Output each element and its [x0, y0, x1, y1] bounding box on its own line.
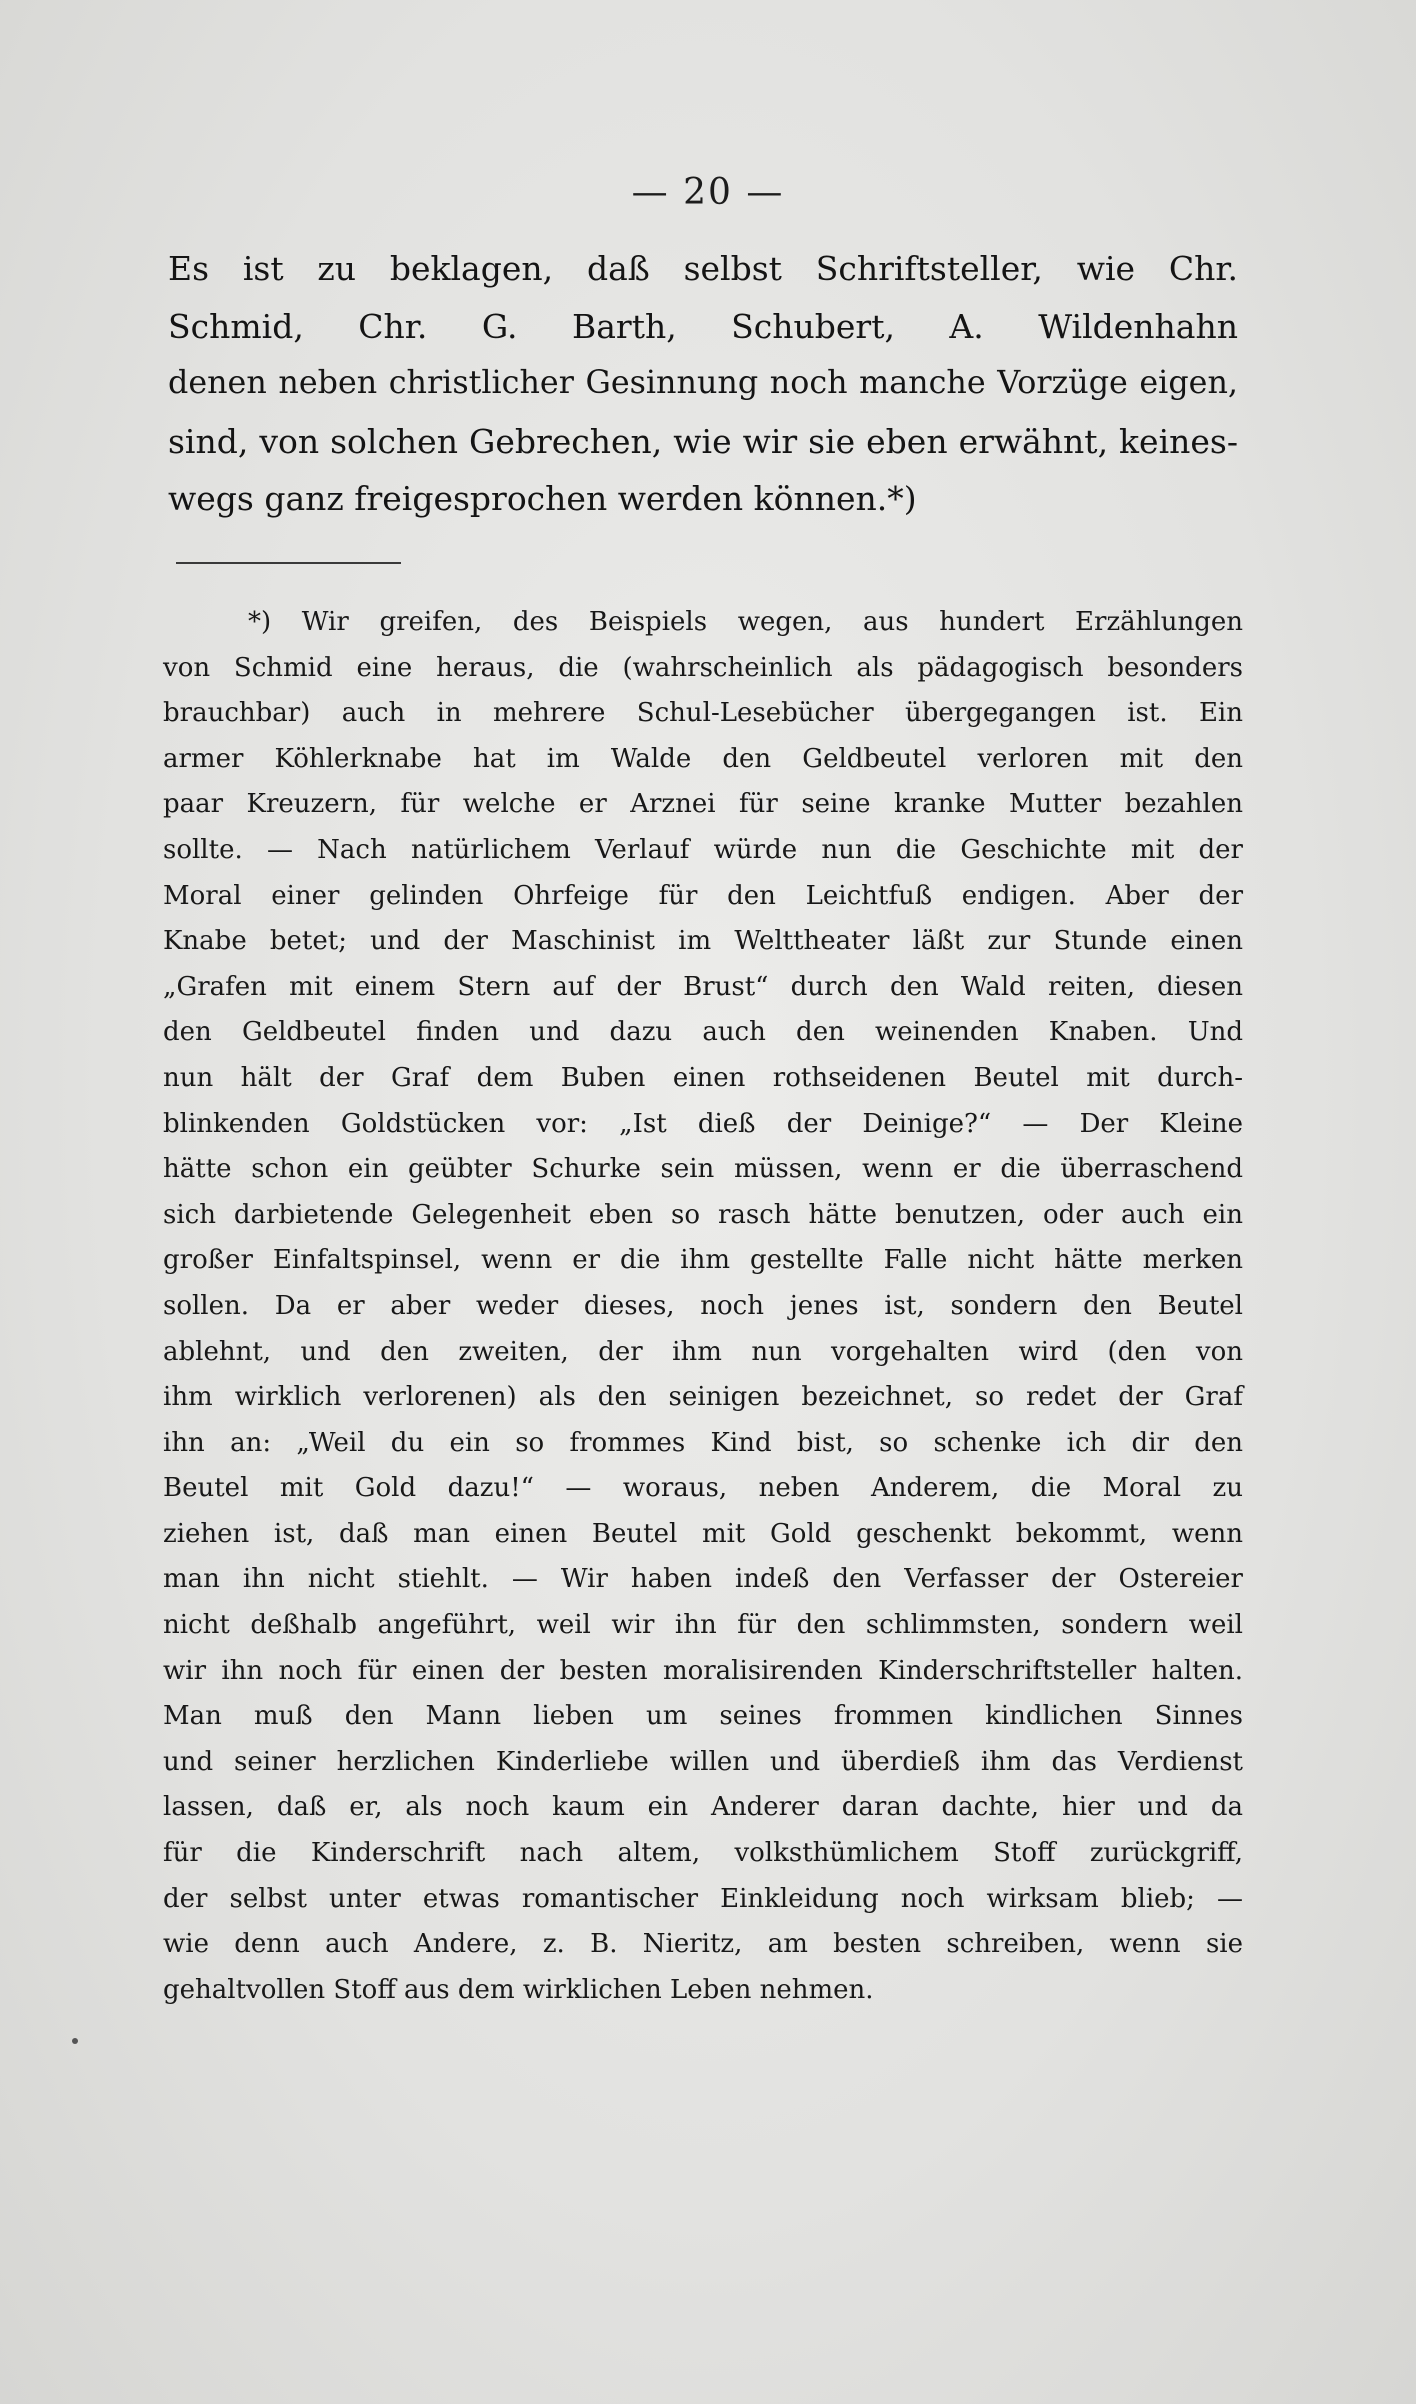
footnote-line: wir ihn noch für einen der besten moralisirenden Kinderschriftsteller halten.: [163, 1655, 1243, 1686]
footnote-line: Moral einer gelinden Ohrfeige für den Leichtfuß endigen. Aber der: [163, 880, 1243, 911]
footnote-line: der selbst unter etwas romantischer Einkleidung noch wirksam blieb; —: [163, 1883, 1243, 1914]
footnote-line: man ihn nicht stiehlt. — Wir haben indeß den Verfasser der Ostereier: [163, 1564, 1243, 1595]
footnote-line: nun hält der Graf dem Buben einen rothseidenen Beutel mit durch-: [163, 1062, 1243, 1093]
ink-speck: [72, 2038, 78, 2044]
footnote-line: ziehen ist, daß man einen Beutel mit Gold geschenkt bekommt, wenn: [163, 1518, 1243, 1549]
footnote-line: sollen. Da er aber weder dieses, noch jenes ist, sondern den Beutel: [163, 1290, 1243, 1321]
footnote-line: ihm wirklich verlorenen) als den seinigen bezeichnet, so redet der Graf: [163, 1382, 1243, 1413]
footnote-divider: [176, 562, 401, 564]
main-text-line: wegs ganz freigesprochen werden können.*): [168, 479, 917, 519]
footnote-line: „Grafen mit einem Stern auf der Brust“ durch den Wald reiten, diesen: [163, 971, 1243, 1002]
footnote-line: sollte. — Nach natürlichem Verlauf würde nun die Geschichte mit der: [163, 834, 1243, 865]
footnote-line: *) Wir greifen, des Beispiels wegen, aus hundert Erzählungen: [248, 607, 1243, 637]
footnote-line: von Schmid eine heraus, die (wahrscheinlich als pädagogisch besonders: [163, 652, 1243, 683]
main-text-line: Schmid, Chr. G. Barth, Schubert, A. Wildenhahn: [168, 306, 1238, 346]
footnote-line: hätte schon ein geübter Schurke sein müssen, wenn er die überraschend: [163, 1154, 1243, 1185]
footnote-line: wie denn auch Andere, z. B. Nieritz, am besten schreiben, wenn sie: [163, 1929, 1243, 1960]
main-paragraph: [168, 240, 1238, 528]
footnote-line: ablehnt, und den zweiten, der ihm nun vorgehalten wird (den von: [163, 1336, 1243, 1367]
footnote-line: gehaltvollen Stoff aus dem wirklichen Leben nehmen.: [163, 1974, 874, 2005]
footnote-line: und seiner herzlichen Kinderliebe willen und überdieß ihm das Verdienst: [163, 1746, 1243, 1777]
footnote-line: Man muß den Mann lieben um seines frommen kindlichen Sinnes: [163, 1701, 1243, 1732]
footnote-line: für die Kinderschrift nach altem, volksthümlichem Stoff zurückgriff,: [163, 1838, 1243, 1869]
footnote-line: den Geldbeutel finden und dazu auch den weinenden Knaben. Und: [163, 1017, 1243, 1048]
footnote-line: paar Kreuzern, für welche er Arznei für seine kranke Mutter bezahlen: [163, 789, 1243, 820]
page-number: — 20 —: [631, 172, 785, 213]
main-text-line: Es ist zu beklagen, daß selbst Schriftsteller, wie Chr.: [168, 249, 1238, 288]
footnote-line: Beutel mit Gold dazu!“ — woraus, neben Anderem, die Moral zu: [163, 1473, 1243, 1504]
footnote-line: nicht deßhalb angeführt, weil wir ihn für den schlimmsten, sondern weil: [163, 1610, 1243, 1641]
footnote-line: großer Einfaltspinsel, wenn er die ihm gestellte Falle nicht hätte merken: [163, 1245, 1243, 1276]
footnote-line: armer Köhlerknabe hat im Walde den Geldbeutel verloren mit den: [163, 743, 1243, 774]
footnote-line: lassen, daß er, als noch kaum ein Anderer daran dachte, hier und da: [163, 1792, 1243, 1823]
footnote-line: brauchbar) auch in mehrere Schul-Lesebücher übergegangen ist. Ein: [163, 698, 1243, 729]
footnote-line: Knabe betet; und der Maschinist im Welttheater läßt zur Stunde einen: [163, 926, 1243, 957]
footnote-line: ihn an: „Weil du ein so frommes Kind bist, so schenke ich dir den: [163, 1427, 1243, 1458]
main-text-line: sind, von solchen Gebrechen, wie wir sie eben erwähnt, keines-: [168, 421, 1238, 461]
footnote: [163, 600, 1243, 2013]
footnote-line: sich darbietende Gelegenheit eben so rasch hätte benutzen, oder auch ein: [163, 1199, 1243, 1230]
main-text-line: denen neben christlicher Gesinnung noch manche Vorzüge eigen,: [168, 365, 1238, 402]
footnote-line: blinkenden Goldstücken vor: „Ist dieß der Deinige?“ — Der Kleine: [163, 1108, 1243, 1139]
